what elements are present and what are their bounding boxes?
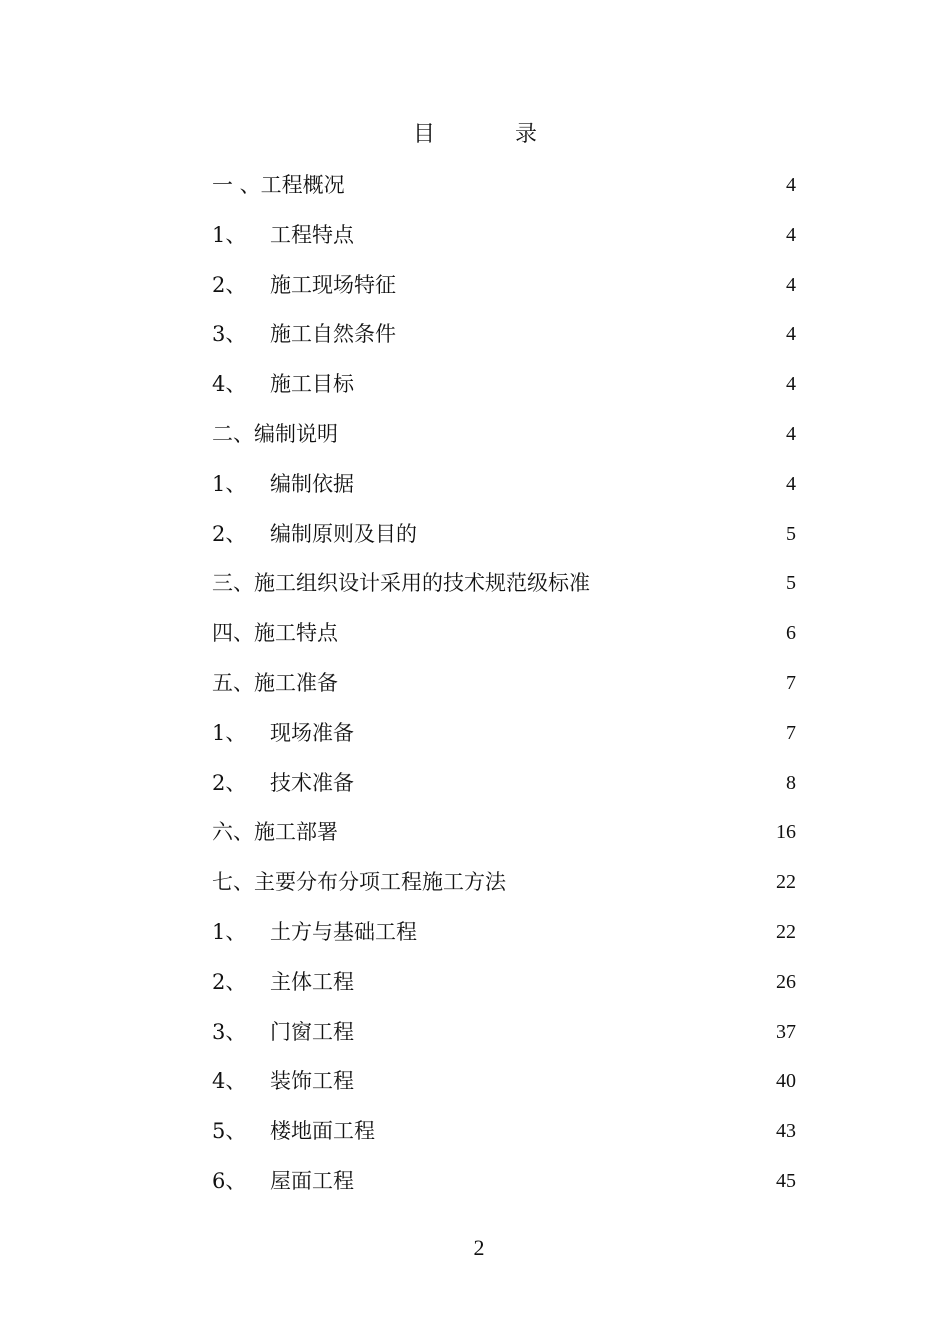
footer-page-number: 2 bbox=[473, 1235, 485, 1260]
toc-entry[interactable] bbox=[212, 270, 796, 320]
toc-entry-page-number: 4 bbox=[786, 223, 796, 246]
toc-entry[interactable] bbox=[212, 319, 796, 369]
toc-entry-page-number: 6 bbox=[786, 622, 796, 645]
toc-entry[interactable] bbox=[212, 817, 796, 867]
toc-entry-page-number: 4 bbox=[786, 273, 796, 296]
toc-entry-number: 1、 bbox=[212, 720, 247, 745]
toc-entry-page-number: 22 bbox=[776, 871, 796, 894]
toc-entry[interactable] bbox=[212, 618, 796, 668]
toc-entry-label: 一 、工程概况 bbox=[212, 173, 345, 197]
toc-entry-page-number: 22 bbox=[776, 920, 796, 943]
toc-entry[interactable] bbox=[212, 369, 796, 419]
toc-entry-page-number: 16 bbox=[776, 821, 796, 844]
toc-entry-label: 施工自然条件 bbox=[270, 322, 396, 347]
toc-entry[interactable] bbox=[212, 967, 796, 1017]
toc-title bbox=[0, 120, 950, 150]
toc-entry-number: 3、 bbox=[212, 1019, 247, 1044]
toc-entry-number: 1、 bbox=[212, 471, 247, 496]
toc-entry-page-number: 7 bbox=[786, 721, 796, 744]
toc-entry-label: 主体工程 bbox=[270, 969, 354, 994]
toc-entry-label: 七、主要分布分项工程施工方法 bbox=[212, 870, 506, 895]
toc-entry-label: 施工目标 bbox=[270, 372, 354, 397]
toc-title-char-1: 目 bbox=[412, 122, 435, 147]
toc-entry-label: 现场准备 bbox=[270, 720, 354, 745]
toc-entry[interactable] bbox=[212, 519, 796, 569]
toc-entry-page-number: 43 bbox=[776, 1120, 796, 1143]
toc-entry-page-number: 4 bbox=[786, 422, 796, 445]
toc-entry-page-number: 26 bbox=[776, 970, 796, 993]
toc-entry-number: 2、 bbox=[212, 521, 247, 546]
toc-entry-page-number: 40 bbox=[776, 1070, 796, 1093]
toc-entry[interactable] bbox=[212, 1017, 796, 1067]
toc-entry-page-number: 7 bbox=[786, 671, 796, 694]
toc-entry-label: 门窗工程 bbox=[270, 1019, 354, 1044]
toc-entry[interactable] bbox=[212, 1166, 796, 1216]
toc-entry-number: 2、 bbox=[212, 272, 247, 297]
toc-title-char-2: 录 bbox=[515, 122, 538, 147]
toc-entry-label: 屋面工程 bbox=[270, 1168, 354, 1193]
toc-entry[interactable] bbox=[212, 768, 796, 818]
toc-entry-label: 技术准备 bbox=[270, 770, 354, 795]
toc-entry-number: 2、 bbox=[212, 969, 247, 994]
toc-entry[interactable] bbox=[212, 718, 796, 768]
toc-entry-number: 6、 bbox=[212, 1168, 247, 1193]
toc-entry-number: 1、 bbox=[212, 919, 247, 944]
toc-entry[interactable] bbox=[212, 469, 796, 519]
toc-entry-page-number: 5 bbox=[786, 522, 796, 545]
toc-entry[interactable] bbox=[212, 568, 796, 618]
toc-entry-number: 4、 bbox=[212, 372, 247, 397]
toc-entry-page-number: 4 bbox=[786, 323, 796, 346]
toc-entry-number: 4、 bbox=[212, 1069, 247, 1094]
toc-entry-label: 工程特点 bbox=[270, 222, 354, 247]
toc-entry-page-number: 5 bbox=[786, 572, 796, 595]
toc-entry-label: 楼地面工程 bbox=[270, 1119, 375, 1144]
toc-entry[interactable] bbox=[212, 220, 796, 270]
toc-entry[interactable] bbox=[212, 1066, 796, 1116]
toc-entry[interactable] bbox=[212, 668, 796, 718]
toc-entry[interactable] bbox=[212, 419, 796, 469]
toc-entry-page-number: 37 bbox=[776, 1020, 796, 1043]
toc-entry-label: 三、施工组织设计采用的技术规范级标准 bbox=[212, 571, 590, 596]
toc-entry-label: 四、施工特点 bbox=[212, 621, 338, 646]
toc-entry-number: 2、 bbox=[212, 770, 247, 795]
toc-entry-label: 施工现场特征 bbox=[270, 272, 396, 297]
toc-entry-number: 1、 bbox=[212, 222, 247, 247]
toc-entry-label: 编制原则及目的 bbox=[270, 521, 417, 546]
toc-entry-page-number: 4 bbox=[786, 472, 796, 495]
toc-entry-label: 六、施工部署 bbox=[212, 820, 338, 845]
toc-entry-page-number: 8 bbox=[786, 771, 796, 794]
toc-entry-number: 5、 bbox=[212, 1119, 247, 1144]
toc-entry-label: 二、编制说明 bbox=[212, 421, 338, 446]
toc-entry-number: 3、 bbox=[212, 322, 247, 347]
toc-entry-label: 编制依据 bbox=[270, 471, 354, 496]
toc-entry[interactable] bbox=[212, 170, 796, 220]
toc-entry[interactable] bbox=[212, 1116, 796, 1166]
toc-entry-label: 装饰工程 bbox=[270, 1069, 354, 1094]
toc-entry-page-number: 4 bbox=[786, 373, 796, 396]
toc-list bbox=[212, 170, 796, 1216]
toc-entry-label: 土方与基础工程 bbox=[270, 919, 417, 944]
toc-entry-page-number: 4 bbox=[786, 174, 796, 196]
toc-entry[interactable] bbox=[212, 917, 796, 967]
toc-entry-page-number: 45 bbox=[776, 1169, 796, 1192]
toc-entry-label: 五、施工准备 bbox=[212, 670, 338, 695]
toc-entry[interactable] bbox=[212, 867, 796, 917]
